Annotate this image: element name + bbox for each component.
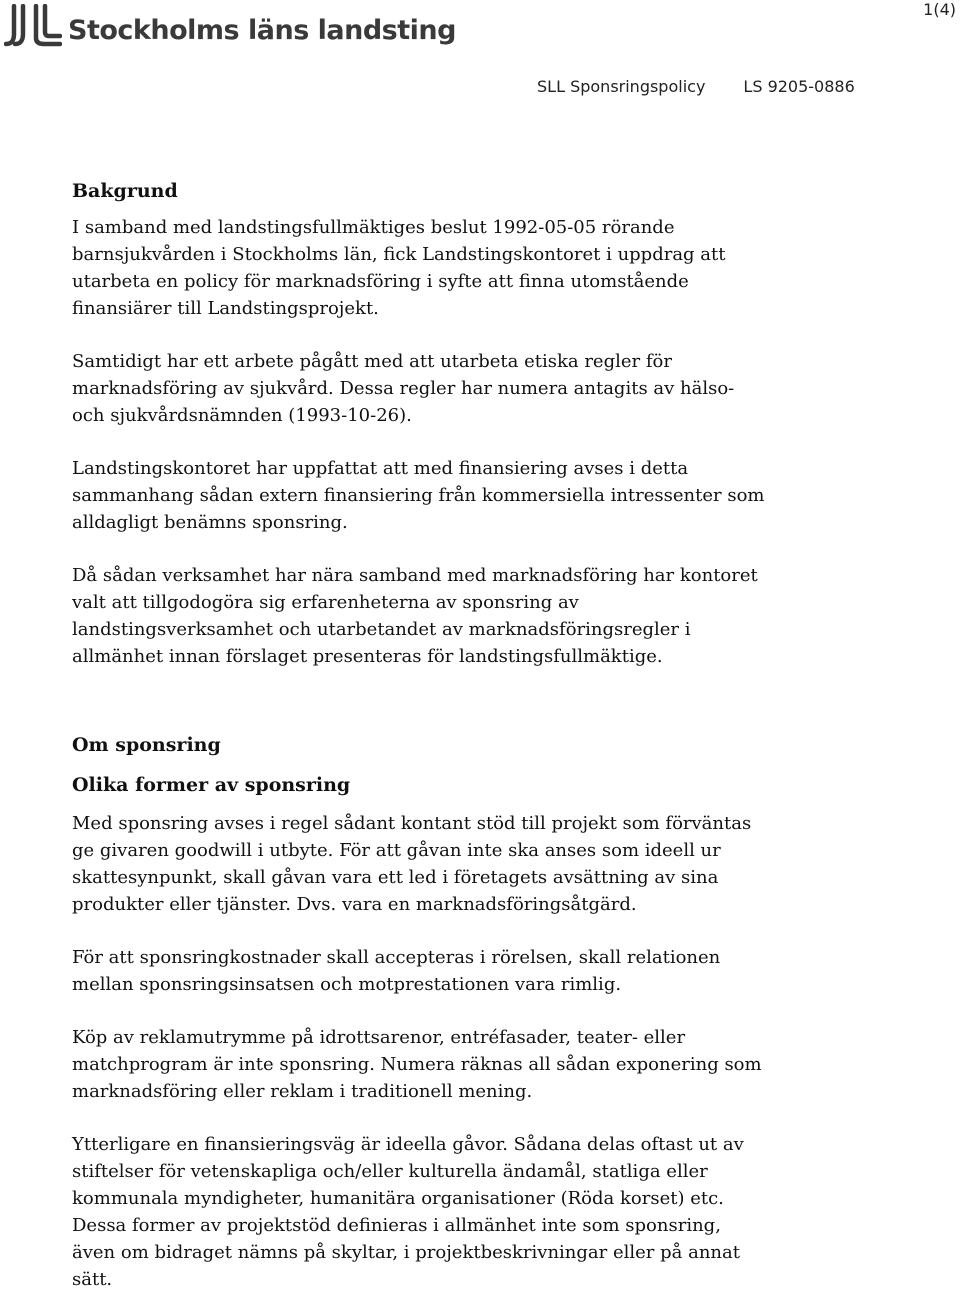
section-heading-om-sponsring: Om sponsring xyxy=(72,734,221,756)
document-body xyxy=(72,176,872,1293)
organization-name: Stockholms läns landsting xyxy=(68,14,456,46)
paragraph: Landstingskontoret har uppfattat att med finansiering avses i detta sammanhang sådan extern finansiering från kommersiella intressenter som alldagligt benämns sponsring. xyxy=(72,458,765,533)
document-title: SLL Sponsringspolicy xyxy=(537,77,706,96)
subsection-heading-olika-former: Olika former av sponsring xyxy=(72,774,351,796)
document-reference: LS 9205-0886 xyxy=(743,77,855,96)
paragraph: I samband med landstingsfullmäktiges beslut 1992-05-05 rörande barnsjukvården i Stockholms län, fick Landstingskontoret i uppdrag att utarbeta en policy för marknadsföring i syfte att finna utomstående finansiärer till Landstingsprojekt. xyxy=(72,217,726,319)
paragraph: Med sponsring avses i regel sådant kontant stöd till projekt som förväntas ge givaren goodwill i utbyte. För att gåvan inte ska anses som ideell ur skattesynpunkt, skall gåvan vara ett led i företagets avsättning av sina produkter eller tjänster. Dvs. vara en marknadsföringsåtgärd. xyxy=(72,813,752,915)
document-header xyxy=(537,77,855,96)
paragraph: Köp av reklamutrymme på idrottsarenor, entréfasader, teater- eller matchprogram är inte sponsring. Numera räknas all sådan exponering som marknadsföring eller reklam i traditionell mening. xyxy=(72,1027,762,1102)
paragraph: För att sponsringkostnader skall accepteras i rörelsen, skall relationen mellan sponsringsinsatsen och motprestationen vara rimlig. xyxy=(72,947,721,995)
section-heading-bakgrund: Bakgrund xyxy=(72,180,178,202)
page-number: 1(4) xyxy=(923,0,956,19)
paragraph: Samtidigt har ett arbete pågått med att utarbeta etiska regler för marknadsföring av sjukvård. Dessa regler har numera antagits av hälso- och sjukvårdsnämnden (1993-10-26). xyxy=(72,351,735,426)
paragraph: Då sådan verksamhet har nära samband med marknadsföring har kontoret valt att tillgodogöra sig erfarenheterna av sponsring av landstingsverksamhet och utarbetandet av marknadsföringsregler i allmänhet innan förslaget presenteras för landstingsfullmäktige. xyxy=(72,565,758,667)
paragraph: Ytterligare en finansieringsväg är ideella gåvor. Sådana delas oftast ut av stiftelser för vetenskapliga och/eller kulturella ändamål, statliga eller kommunala myndigheter, humanitära organisationer (Röda korset) etc. Dessa former av projektstöd definieras i allmänhet inte som sponsring, även om bidraget nämns på skyltar, i projektbeskrivningar eller på annat sätt. xyxy=(72,1134,744,1290)
organization-logo xyxy=(4,2,456,50)
sll-logo-icon xyxy=(4,4,62,48)
